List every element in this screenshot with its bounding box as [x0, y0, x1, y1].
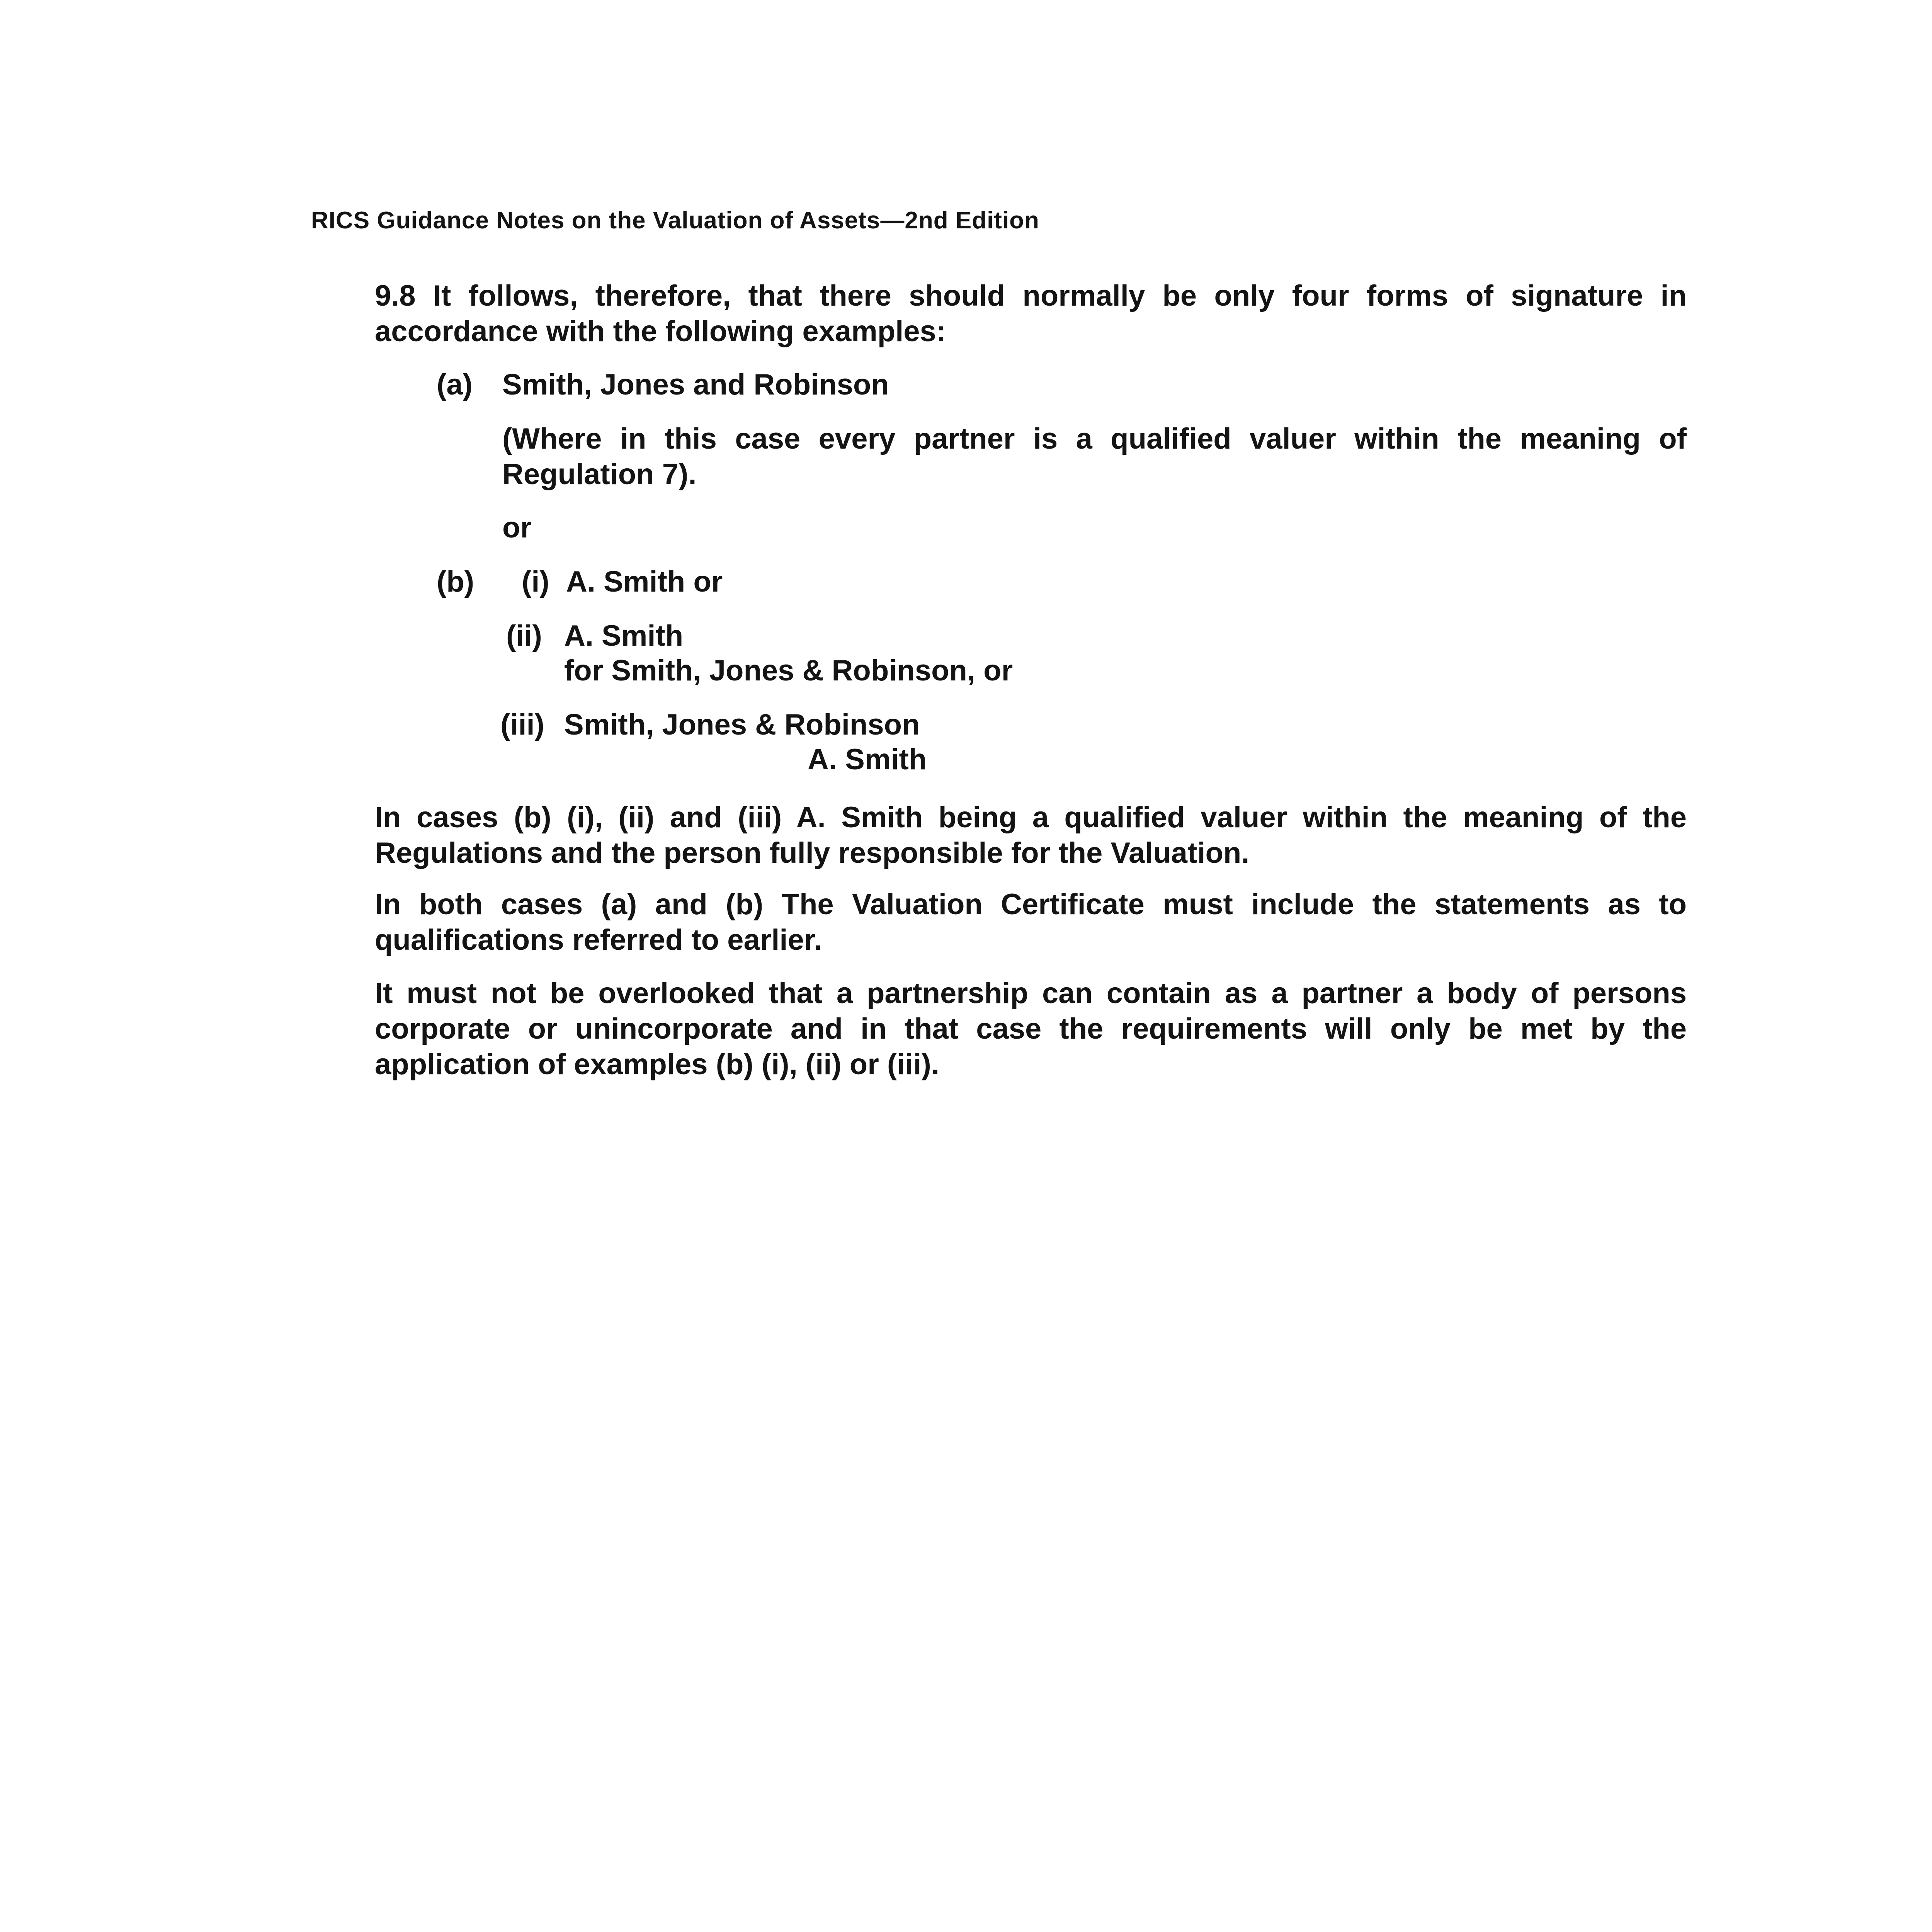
example-b-ii-line-2: for Smith, Jones & Robinson, or [564, 654, 1013, 687]
example-b-ii [506, 618, 683, 654]
example-b [437, 564, 723, 600]
section-9-8-intro: 9.8 It follows, therefore, that there should normally be only four forms of signature in accordance with the following examples: [375, 279, 1687, 348]
example-b-label: (b) [437, 565, 474, 598]
example-b-iii-line-2: A. Smith [808, 743, 927, 776]
example-b-iii-line-1: Smith, Jones & Robinson [564, 708, 920, 741]
example-a [437, 367, 889, 403]
example-b-iii [500, 707, 920, 743]
example-b-i-text: A. Smith or [566, 565, 723, 598]
example-b-iii-label: (iii) [500, 708, 544, 741]
example-a-label: (a) [437, 368, 473, 401]
running-header: RICS Guidance Notes on the Valuation of Assets—2nd Edition [311, 207, 1039, 234]
example-a-text: Smith, Jones and Robinson [502, 368, 889, 401]
paragraph-both-cases: In both cases (a) and (b) The Valuation Certificate must include the statements as to qualifications referred to earlier. [375, 888, 1687, 956]
paragraph-cases-b: In cases (b) (i), (ii) and (iii) A. Smith being a qualified valuer within the meaning of the Regulations and the person fully responsible for the Valuation. [375, 801, 1687, 869]
example-b-ii-line-1: A. Smith [564, 619, 684, 652]
example-b-ii-label: (ii) [506, 619, 542, 652]
example-a-or: or [502, 511, 532, 544]
example-a-note: (Where in this case every partner is a qualified valuer within the meaning of Regulation 7). [502, 422, 1687, 491]
example-b-i-label: (i) [522, 565, 549, 598]
paragraph-partnership: It must not be overlooked that a partnership can contain as a partner a body of persons corporate or unincorporate and in that case the requirements will only be met by the application of examples (b) (i), (ii) or (iii). [375, 977, 1687, 1081]
